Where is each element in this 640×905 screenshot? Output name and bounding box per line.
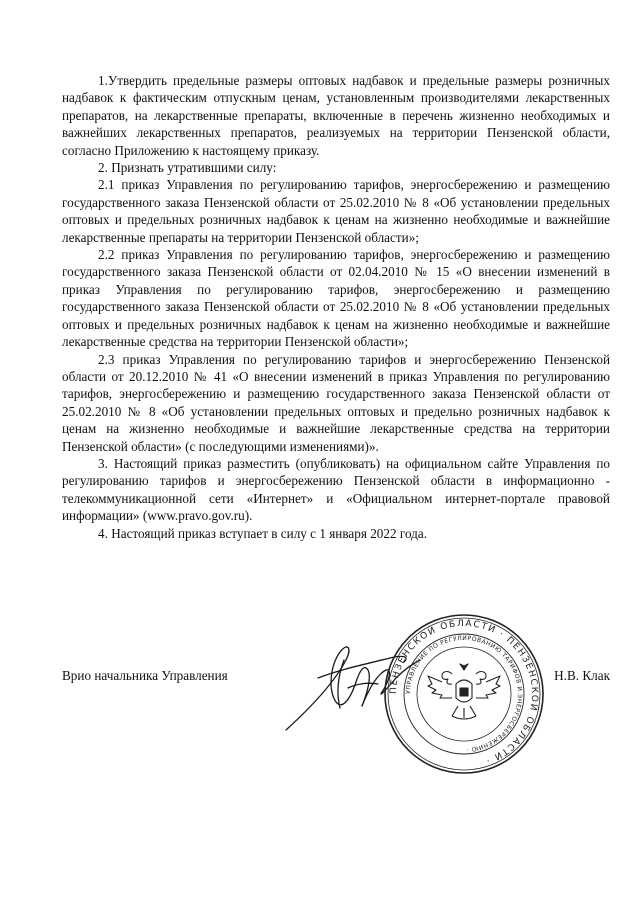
paragraph-3: 3. Настоящий приказ разместить (опубликовать) на официальном сайте Управления по регулированию тарифов и энергосбережению Пензенской области в информационно - телекоммуникационной сети «Интернет» и «Официальном интернет-портале правовой информации» (www.pravo.gov.ru). — [62, 455, 610, 524]
paragraph-1: 1.Утвердить предельные размеры оптовых надбавок и предельные размеры розничных надбавок к фактическим отпускным ценам, установленным производителями лекарственных препаратов, на лекарственные препараты, включенные в перечень жизненно необходимых и важнейших лекарственных препаратов, реализуемых на территории Пензенской области, согласно Приложению к настоящему приказу. — [62, 73, 610, 158]
paragraph-4: 4. Настоящий приказ вступает в силу с 1 января 2022 года. — [98, 525, 428, 541]
paragraph-2: 2. Признать утратившими силу: — [98, 160, 277, 176]
paragraph-2-1: 2.1 приказ Управления по регулированию тарифов, энергосбережению и размещению государственного заказа Пензенской области от 25.02.2010 № 8 «Об установлении предельных оптовых и предельных розничных надбавок к ценам на жизненно необходимые и важнейшие лекарственные препараты на территории Пензенской области»; — [62, 177, 610, 245]
signatory-position: Врио начальника Управления — [62, 668, 228, 683]
official-seal — [382, 612, 546, 776]
signatory-name: Н.В. Клак — [554, 668, 610, 683]
svg-text:ПЕНЗЕНСКОЙ ОБЛАСТИ · ПЕНЗЕНСКО: ПЕНЗЕНСКОЙ ОБЛАСТИ · ПЕНЗЕНСКОЙ ОБЛАСТИ · — [388, 618, 540, 766]
document-body — [62, 72, 610, 542]
svg-text:УПРАВЛЕНИЕ ПО РЕГУЛИРОВАНИЮ ТА: УПРАВЛЕНИЕ ПО РЕГУЛИРОВАНИЮ ТАРИФОВ И ЭНЕРГОСБЕРЕЖЕНИЮ · — [404, 634, 524, 753]
paragraph-2-2: 2.2 приказ Управления по регулированию тарифов, энергосбережению и размещению государственного заказа Пензенской области от 02.04.2010 № 15 «О внесении изменений в приказ Управления по регулированию тарифов, энергосбережению и размещению государственного заказа Пензенской области от 25.02.2010 № 8 «Об установлении предельных оптовых и предельных розничных надбавок к ценам на жизненно необходимые и важнейшие лекарственные средства на территории Пензенской области»; — [62, 247, 610, 350]
paragraph-2-3: 2.3 приказ Управления по регулированию тарифов и энергосбережению Пензенской области от 20.12.2010 № 41 «О внесении изменений в приказ Управления по регулированию тарифов, энергосбережению и размещению государственного заказа Пензенской области от 25.02.2010 № 8 «Об установлении предельных оптовых и предельно розничных надбавок к ценам на жизненно необходимые и важнейшие лекарственные средства на территории Пензенской области» (с последующими изменениями)». — [62, 351, 610, 454]
